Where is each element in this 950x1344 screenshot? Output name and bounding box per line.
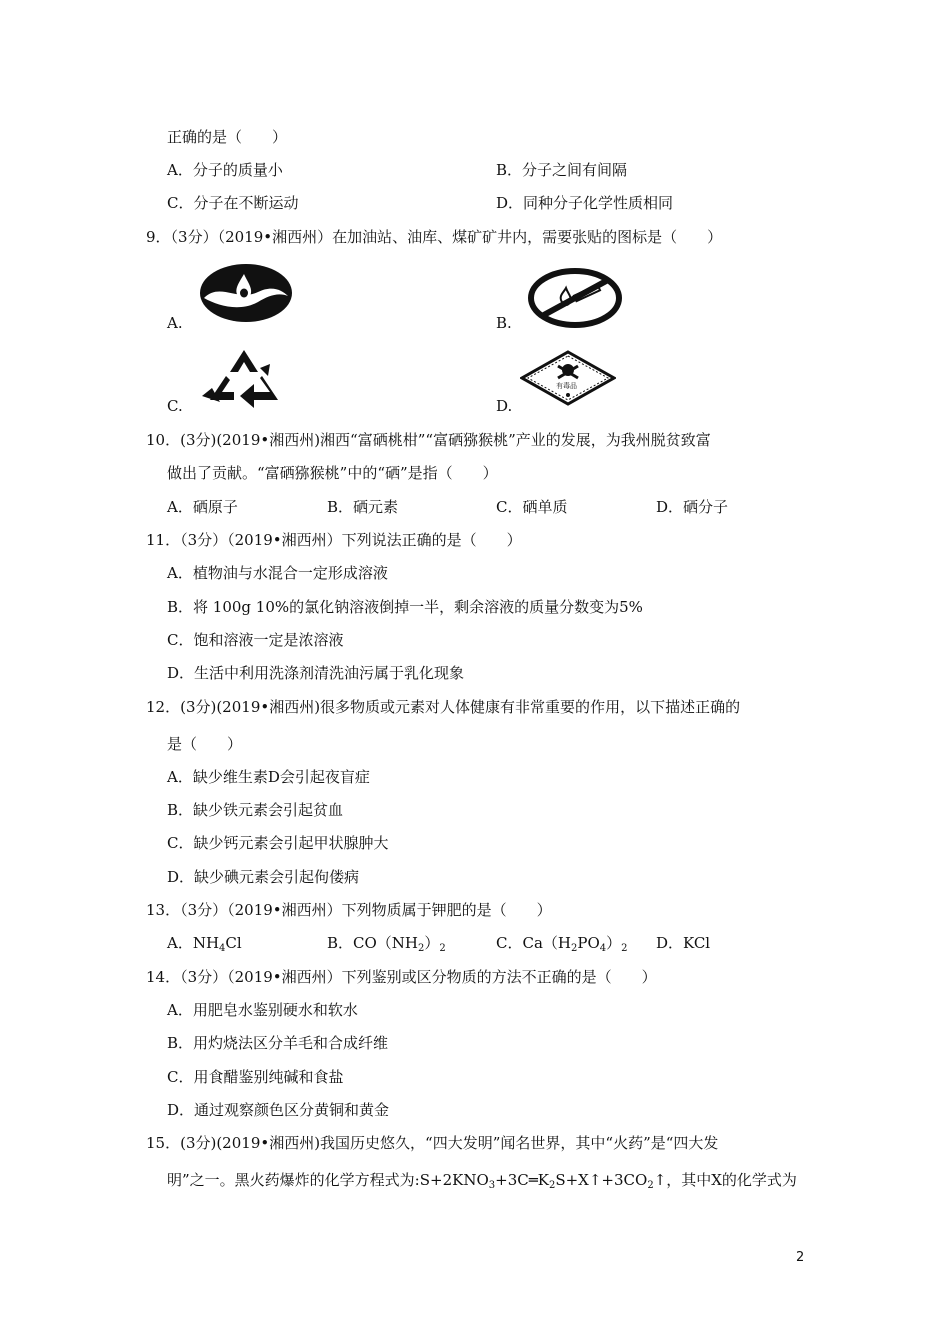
q13-option-b: B．$CO(NH_2)_2$	[327, 934, 446, 954]
q10-option-a: A．硒原子	[167, 498, 238, 516]
q14-option-a: A．用肥皂水鉴别硬水和软水	[167, 1001, 358, 1019]
q13-option-d: D．KCl	[656, 934, 711, 952]
q12-stem-line1: 12．(3分)(2019•湘西州)很多物质或元素对人体健康有非常重要的作用，以下描述正确的	[146, 698, 741, 716]
q9-option-b-label: B.	[496, 314, 512, 332]
q14-option-b: B．用灼烧法区分羊毛和合成纤维	[167, 1034, 389, 1052]
toxic-label: 有毒品	[556, 382, 577, 390]
recycle-icon	[194, 346, 294, 412]
q9-option-d-label: D.	[496, 397, 513, 415]
page-number: 2	[796, 1250, 805, 1265]
q11-option-c: C．饱和溶液一定是浓溶液	[167, 631, 344, 649]
q12-option-a: A．缺少维生素D会引起夜盲症	[167, 768, 370, 786]
q9-option-c-label: C.	[167, 397, 183, 415]
q14-stem: 14．（3分）（2019•湘西州）下列鉴别或区分物质的方法不正确的是（ ）	[146, 968, 657, 986]
no-smoking-icon	[528, 268, 622, 332]
q8-option-c: C．分子在不断运动	[167, 194, 299, 212]
q13-option-a: A．$NH_4Cl$	[167, 934, 242, 954]
q15-stem-line2: 明”之一。黑火药爆炸的化学方程式为$:S+2KNO_3+3C═K_2S+X↑+3CO_2↑$，其中X的化学式为	[167, 1171, 797, 1191]
q14-option-d: D．通过观察颜色区分黄铜和黄金	[167, 1101, 390, 1119]
q8-option-d: D．同种分子化学性质相同	[496, 194, 674, 212]
q12-option-b: B．缺少铁元素会引起贫血	[167, 801, 344, 819]
q12-stem-line2: 是（ ）	[167, 735, 243, 753]
q12-option-c: C．缺少钙元素会引起甲状腺肿大	[167, 834, 389, 852]
toxic-icon	[520, 350, 616, 410]
q11-option-d: D．生活中利用洗涤剂清洗油污属于乳化现象	[167, 664, 465, 682]
q11-stem: 11．（3分）（2019•湘西州）下列说法正确的是（ ）	[146, 531, 522, 549]
q13-stem: 13．（3分）（2019•湘西州）下列物质属于钾肥的是（ ）	[146, 901, 552, 919]
q9-option-a-label: A.	[167, 314, 183, 332]
q10-stem-line2: 做出了贡献。“富硒猕猴桃”中的“硒”是指（ ）	[167, 464, 498, 482]
q8-option-a: A．分子的质量小	[167, 161, 283, 179]
q11-option-a: A．植物油与水混合一定形成溶液	[167, 564, 388, 582]
q8-stem-tail: 正确的是（ ）	[167, 128, 288, 146]
q8-option-b: B．分子之间有间隔	[496, 161, 628, 179]
q11-option-b: B．将 100g 10%的氯化钠溶液倒掉一半，剩余溶液的质量分数变为5%	[167, 598, 643, 616]
water-saving-icon	[198, 262, 294, 328]
q9-stem: 9．（3分）（2019•湘西州）在加油站、油库、煤矿矿井内，需要张贴的图标是（ ）	[146, 228, 723, 246]
q13-option-c: C．$Ca(H_2PO_4)_2$	[496, 934, 628, 954]
q10-option-b: B．硒元素	[327, 498, 399, 516]
q10-option-c: C．硒单质	[496, 498, 568, 516]
q10-stem-line1: 10．(3分)(2019•湘西州)湘西“富硒桃柑”“富硒猕猴桃”产业的发展，为我州脱贫致富	[146, 431, 711, 449]
q15-stem-line1: 15．(3分)(2019•湘西州)我国历史悠久，“四大发明”闻名世界，其中“火药”是“四大发	[146, 1134, 719, 1152]
q14-option-c: C．用食醋鉴别纯碱和食盐	[167, 1068, 344, 1086]
q12-option-d: D．缺少碘元素会引起佝偻病	[167, 868, 360, 886]
q10-option-d: D．硒分子	[656, 498, 729, 516]
